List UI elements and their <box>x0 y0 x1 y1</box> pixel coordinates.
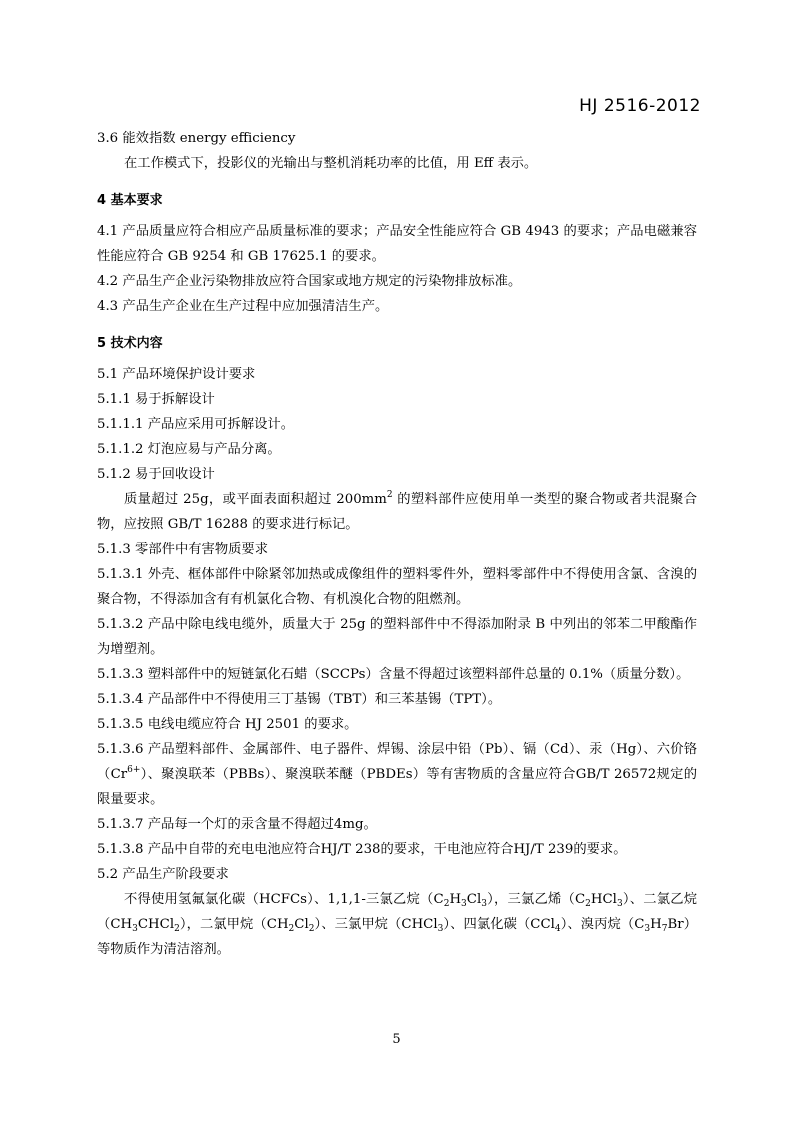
page-number: 5 <box>392 1032 401 1047</box>
section-3-6-title: 3.6 能效指数 energy efficiency <box>97 131 296 146</box>
section-4-heading: 4 基本要求 <box>97 193 163 208</box>
clause-5-2-text: 不得使用氢氟氯化碳（HCFCs）、1,1,1-三氯乙烷$(C_2H_3Cl_3)$，三氯乙烯$(C_2HCl_3)$、二氯乙烷$(CH_3CHCl_2)$，二氯甲烷$(CH_2Cl_2)$、三氯甲烷（CHCl$_3$）、四氯化碳（CCl$_4$）、溴丙烷$(C_3H_7Br)$等物质作为清洁溶剂。 <box>97 892 698 957</box>
clause-5-1-3-7: 5.1.3.7 产品每一个灯的汞含量不得超过4mg。 <box>97 817 377 832</box>
clause-4-3: 4.3 产品生产企业在生产过程中应加强清洁生产。 <box>97 299 389 314</box>
clause-4-1: 4.1 产品质量应符合相应产品质量标准的要求；产品安全性能应符合 GB 4943 的要求；产品电磁兼容性能应符合 GB 9254 和 GB 17625.1 的要求。 <box>97 224 697 264</box>
clause-5-1-3-5: 5.1.3.5 电线电缆应符合 HJ 2501 的要求。 <box>97 717 358 732</box>
clause-5-1-2-text: 质量超过 25g，或平面表面积超过 $200mm^2$ 的塑料部件应使用单一类型的聚合物或者共混聚合物，应按照 GB/T 16288 的要求进行标记。 <box>97 490 697 532</box>
document-code: HJ 2516-2012 <box>579 96 701 116</box>
clause-5-1-3-1: 5.1.3.1 外壳、框体部件中除紧邻加热或成像组件的塑料零件外，塑料零部件中不得使用含氯、含溴的聚合物，不得添加含有有机氯化合物、有机溴化合物的阻燃剂。 <box>97 567 697 607</box>
clause-5-1-3-8: 5.1.3.8 产品中自带的充电电池应符合HJ/T 238的要求，干电池应符合HJ/T 239的要求。 <box>97 842 627 857</box>
clause-5-1-1-2: 5.1.1.2 灯泡应易与产品分离。 <box>97 442 281 457</box>
page-body <box>97 126 697 962</box>
clause-5-1-3-6: 5.1.3.6 产品塑料部件、金属部件、电子器件、焊锡、涂层中铅（Pb）、镉（Cd）、汞（Hg）、六价铬$(Cr^{6+})$、聚溴联苯（PBBs）、聚溴联苯醚（PBDEs）等有害物质的含量应符合GB/T 26572规定的限量要求。 <box>97 742 697 807</box>
clause-5-1-1: 5.1.1 易于拆解设计 <box>97 392 215 407</box>
clause-5-1-3-3: 5.1.3.3 塑料部件中的短链氯化石蜡（SCCPs）含量不得超过该塑料部件总量的 0.1%（质量分数）。 <box>97 667 690 682</box>
section-3-6-text: 在工作模式下，投影仪的光输出与整机消耗功率的比值，用 Eff 表示。 <box>124 156 538 171</box>
section-5-heading: 5 技术内容 <box>97 336 163 351</box>
clause-5-2: 5.2 产品生产阶段要求 <box>97 867 229 882</box>
clause-5-1-3: 5.1.3 零部件中有害物质要求 <box>97 542 269 557</box>
clause-4-2: 4.2 产品生产企业污染物排放应符合国家或地方规定的污染物排放标准。 <box>97 274 522 289</box>
clause-5-1-1-1: 5.1.1.1 产品应采用可拆解设计。 <box>97 417 295 432</box>
clause-5-1-2: 5.1.2 易于回收设计 <box>97 467 215 482</box>
clause-5-1: 5.1 产品环境保护设计要求 <box>97 367 256 382</box>
clause-5-1-3-4: 5.1.3.4 产品部件中不得使用三丁基锡（TBT）和三苯基锡（TPT）。 <box>97 692 502 707</box>
clause-5-1-3-2: 5.1.3.2 产品中除电线电缆外，质量大于 25g 的塑料部件中不得添加附录 B 中列出的邻苯二甲酸酯作为增塑剂。 <box>97 617 697 657</box>
